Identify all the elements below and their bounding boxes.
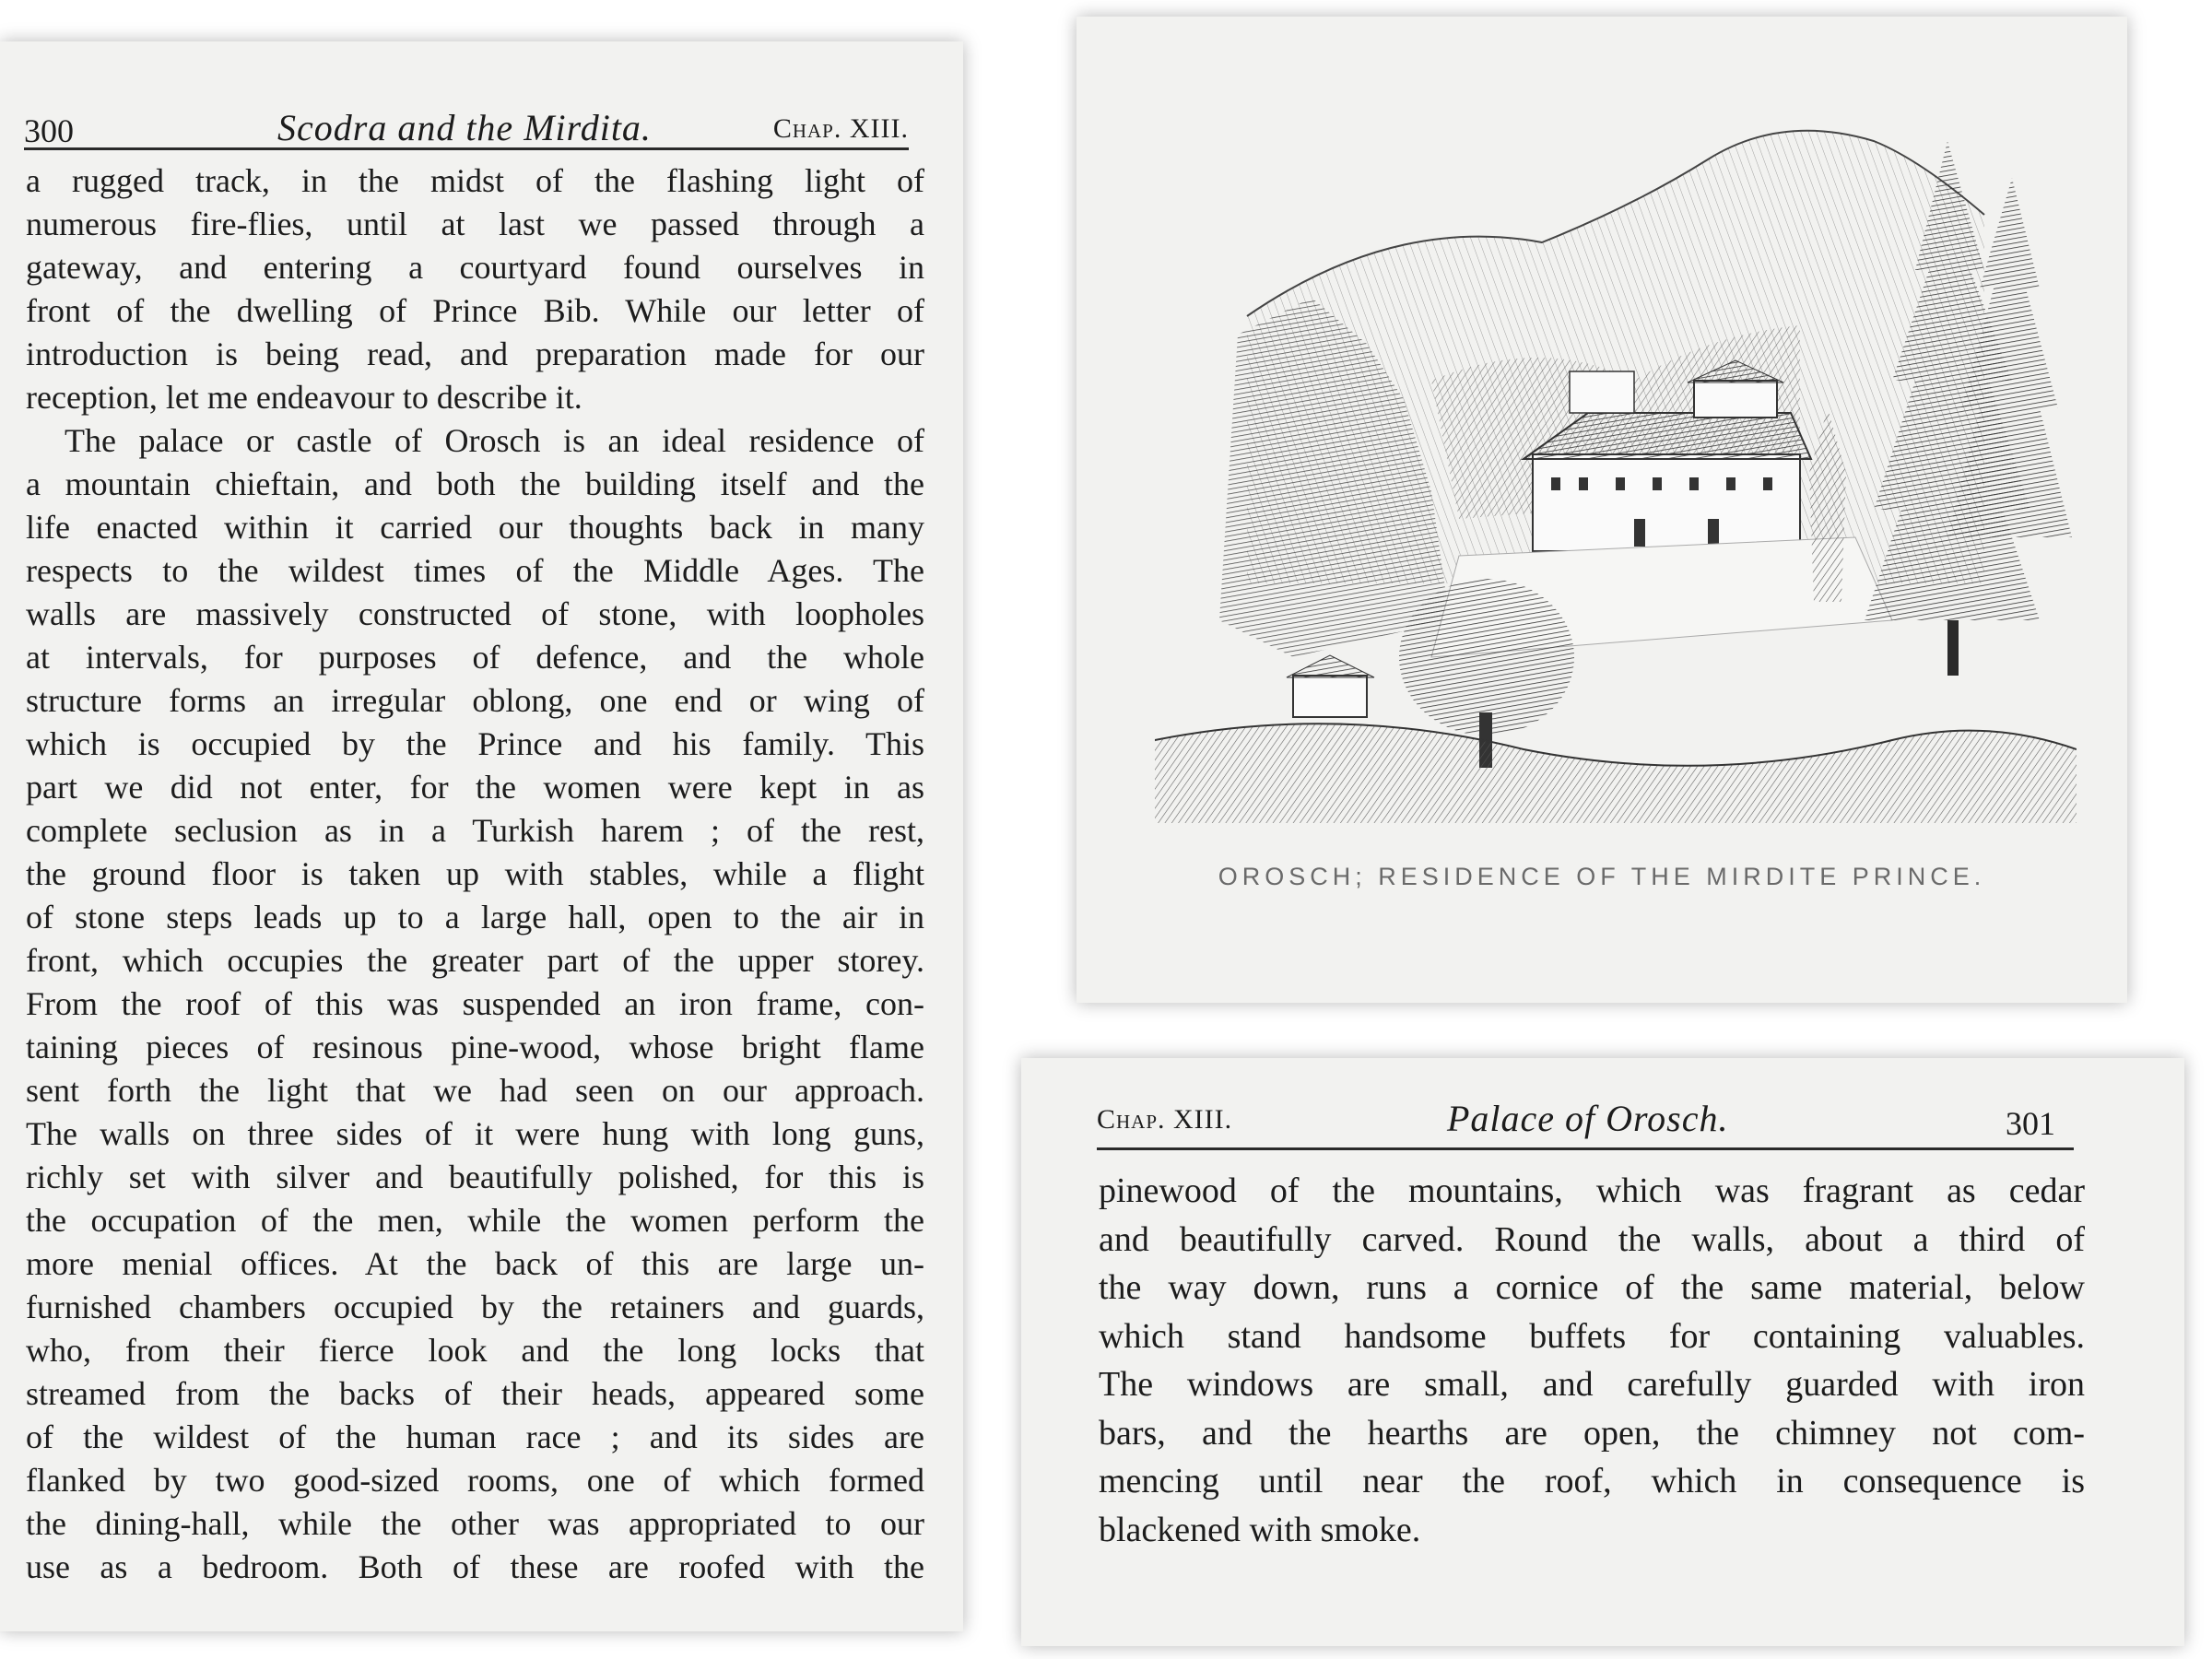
text-line: pinewood of the mountains, which was fragrant as cedar [1099,1171,2085,1210]
text-line: respects to the wildest times of the Middle Ages. The [26,552,924,589]
text-line: which is occupied by the Prince and his family. This [26,725,924,762]
left-page-body [26,159,924,1589]
running-title-left: Scodra and the Mirdita. [277,107,652,148]
text-line: gateway, and entering a courtyard found ourselves in [26,249,924,286]
text-line: front, which occupies the greater part of the upper storey. [26,942,924,979]
text-line: furnished chambers occupied by the retainers and guards, [26,1288,924,1325]
running-head-left [24,76,909,150]
running-head-right [1097,1077,2074,1150]
text-line: richly set with silver and beautifully polished, for this is [26,1159,924,1195]
text-line: introduction is being read, and preparation made for our [26,335,924,372]
text-line: blackened with smoke. [1099,1510,1421,1549]
text-line: the way down, runs a cornice of the same material, below [1099,1268,2085,1307]
text-line: complete seclusion as in a Turkish harem ; of the rest, [26,812,924,849]
chapter-label-right: Chap. XIII. [1097,1104,1233,1135]
illustration-caption: OROSCH; RESIDENCE OF THE MIRDITE PRINCE. [1218,863,1986,890]
running-title-right: Palace of Orosch. [1447,1098,1729,1139]
text-line: the occupation of the men, while the women perform the [26,1202,924,1239]
right-page [1021,1058,2184,1646]
text-line: part we did not enter, for the women were kept in as [26,769,924,806]
text-line: front of the dwelling of Prince Bib. While our letter of [26,292,924,329]
text-line: more menial offices. At the back of this are large un- [26,1245,924,1282]
text-line: flanked by two good-sized rooms, one of which formed [26,1462,924,1499]
page-number-left: 300 [24,112,74,149]
text-line: From the roof of this was suspended an iron frame, con- [26,985,924,1022]
left-page [0,41,963,1631]
text-line: mencing until near the roof, which in consequence is [1099,1462,2085,1500]
text-line: of the wildest of the human race ; and its sides are [26,1418,924,1455]
chapter-label-left: Chap. XIII. [772,113,909,144]
text-line: which stand handsome buffets for containing valuables. [1099,1316,2085,1356]
right-page-body [1099,1167,2085,1554]
orosch-palace-engraving [1155,104,2077,823]
text-line: who, from their fierce look and the long locks that [26,1332,924,1369]
text-line: the dining-hall, while the other was appropriated to our [26,1505,924,1542]
page-number-right: 301 [2006,1105,2055,1142]
text-line: life enacted within it carried our thoughts back in many [26,509,924,546]
text-line: a rugged track, in the midst of the flashing light of [26,162,924,199]
illustration-page [1077,17,2127,1003]
text-line: walls are massively constructed of stone, with loopholes [26,595,924,632]
text-line: streamed from the backs of their heads, appeared some [26,1375,924,1412]
text-line: bars, and the hearths are open, the chimney not com- [1099,1413,2085,1453]
text-line: structure forms an irregular oblong, one end or wing of [26,682,924,719]
text-line: numerous fire-flies, until at last we passed through a [26,206,924,242]
text-line: the ground floor is taken up with stables, while a flight [26,855,924,892]
text-line: sent forth the light that we had seen on our approach. [26,1072,924,1109]
text-line: use as a bedroom. Both of these are roofed with the [26,1548,924,1585]
text-line: The windows are small, and carefully guarded with iron [1099,1365,2085,1404]
text-line: of stone steps leads up to a large hall, open to the air in [26,899,924,935]
text-line: and beautifully carved. Round the walls, about a third of [1099,1219,2085,1259]
text-line: at intervals, for purposes of defence, and the whole [26,639,924,676]
text-line: The palace or castle of Orosch is an ideal residence of [65,422,924,459]
text-line: reception, let me endeavour to describe it. [26,379,582,416]
text-line: taining pieces of resinous pine-wood, whose bright flame [26,1029,924,1065]
text-line: The walls on three sides of it were hung with long guns, [26,1115,924,1152]
text-line: a mountain chieftain, and both the building itself and the [26,465,924,502]
